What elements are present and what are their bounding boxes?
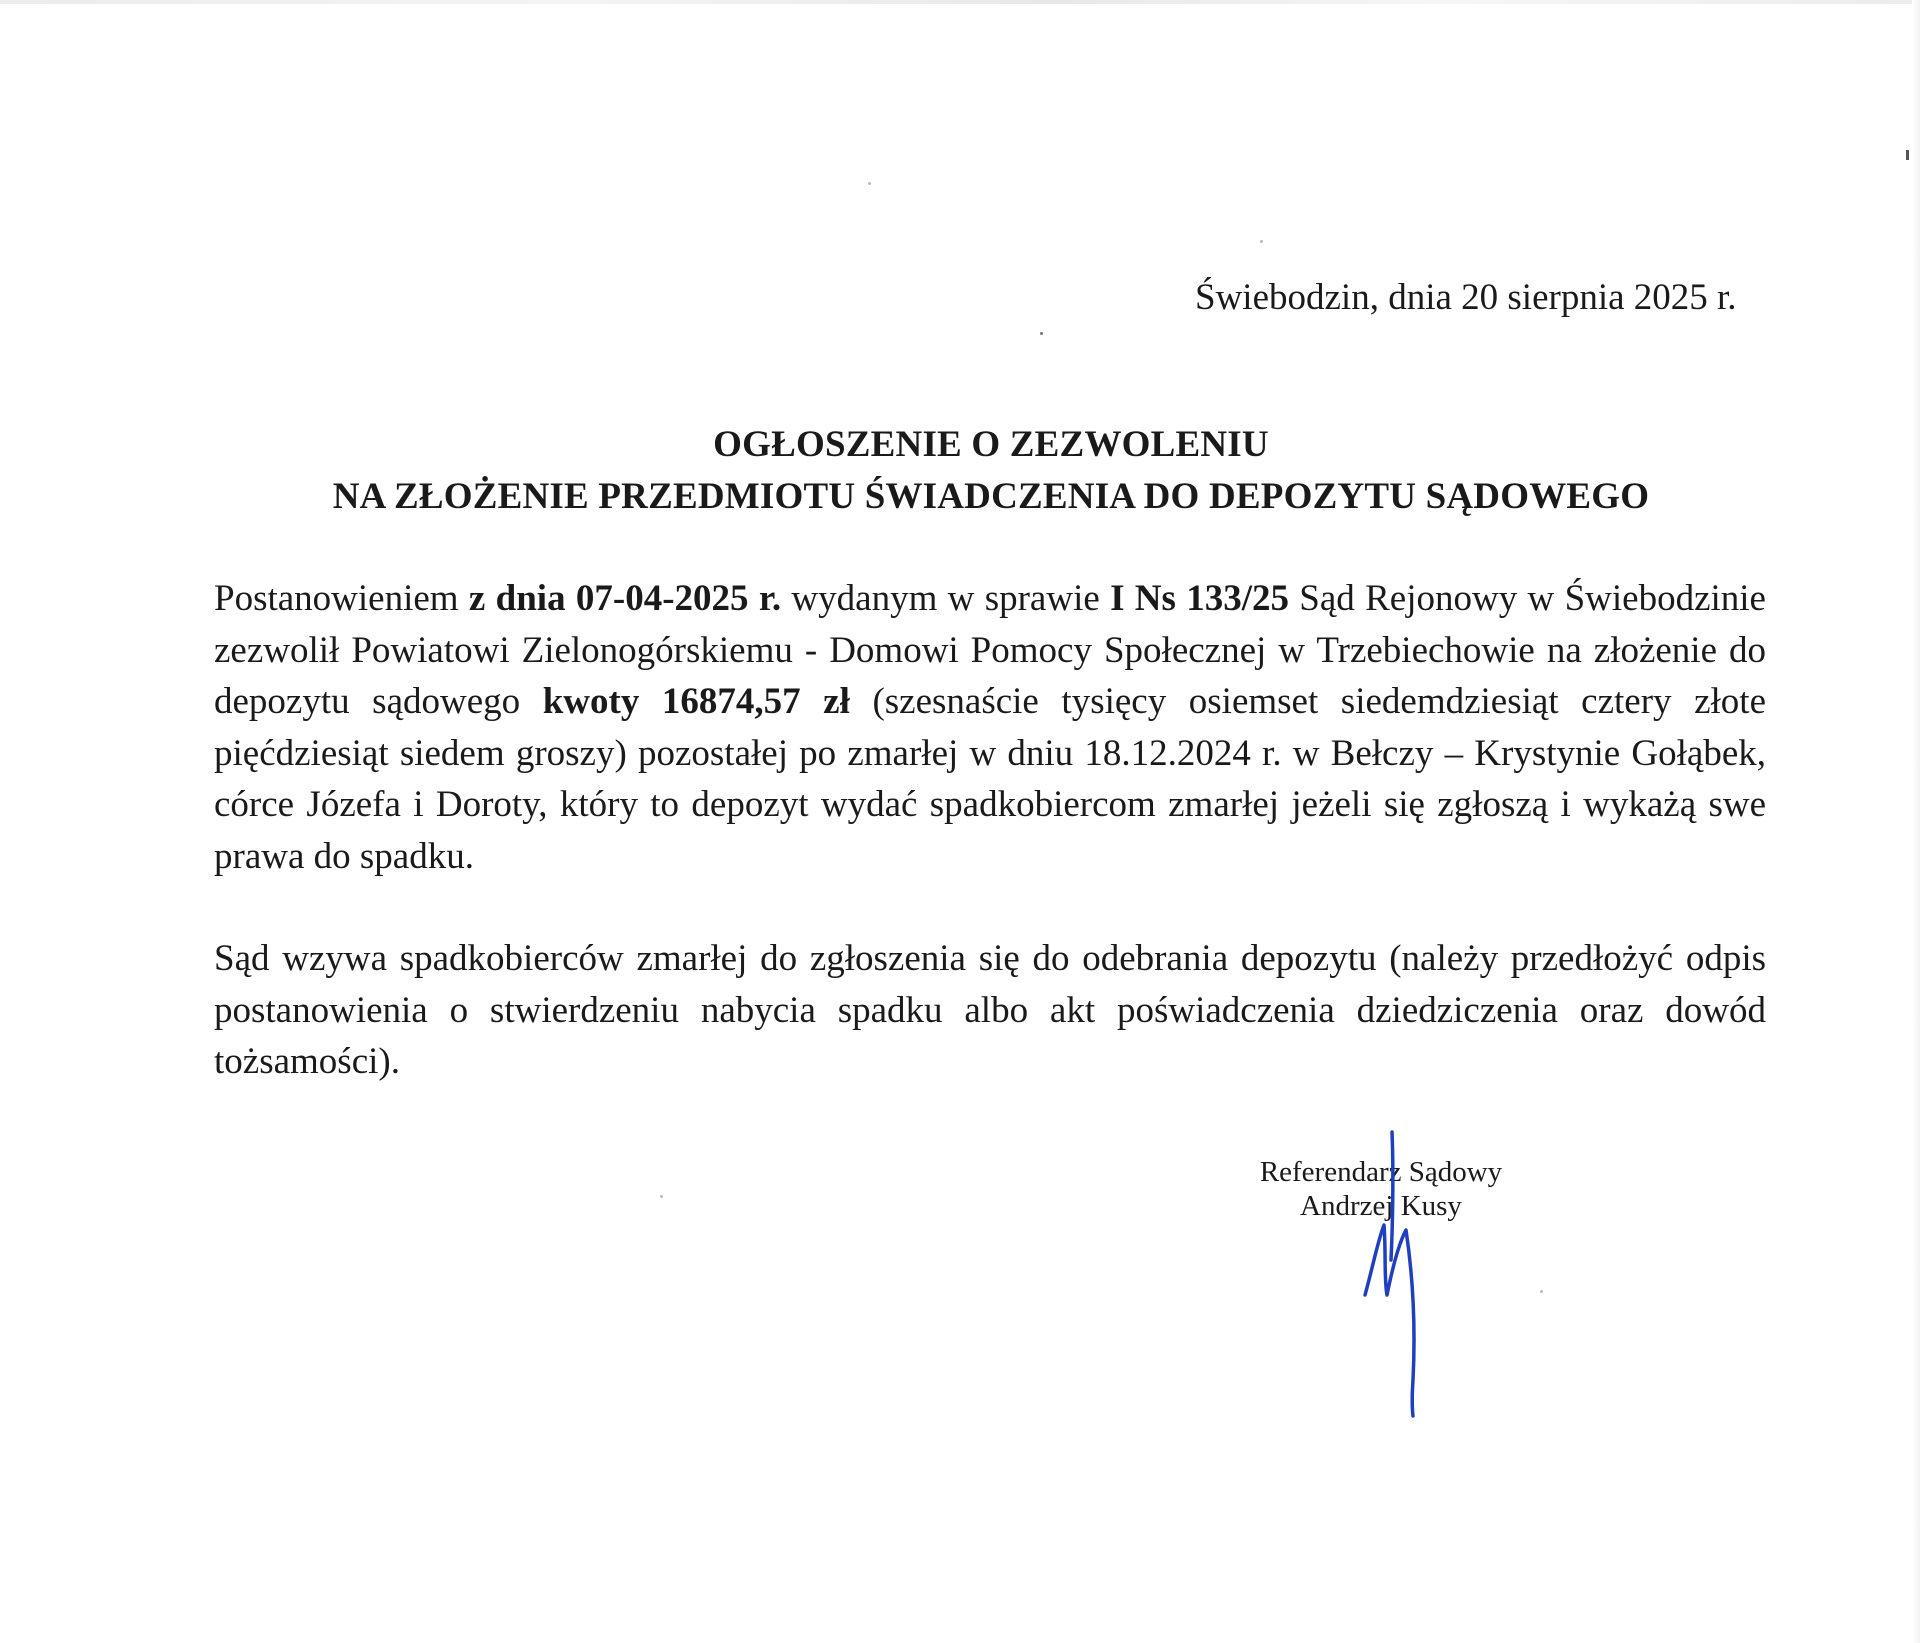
summons-paragraph: Sąd wzywa spadkobierców zmarłej do zgłoszenia się do odebrania depozytu (należy przedłożyć odpis postanowienia o stwierdzeniu nabycia spadku albo akt poświadczenia dziedziczenia oraz dowód tożsamości).	[214, 938, 1766, 1082]
scan-edge-mark	[1906, 150, 1909, 160]
scan-speck	[1040, 332, 1043, 335]
signatory-name: Andrzej Kusy	[1300, 1190, 1462, 1222]
document-title-line-1: OGŁOSZENIE O ZEZWOLENIU	[713, 424, 1269, 465]
document-title-line-2: NA ZŁOŻENIE PRZEDMIOTU ŚWIADCZENIA DO DEPOZYTU SĄDOWEGO	[332, 476, 1650, 517]
decision-paragraph	[214, 573, 1766, 882]
decision-text-4: (szesnaście tysięcy osiemset siedemdziesiąt cztery złote pięćdziesiąt siedem groszy) pozostałej po zmarłej w dniu 18.12.2024 r. w Bełczy – Krystynie Gołąbek, córce Józefa i Doroty, który to depozyt wydać spadkobiercom zmarłej jeżeli się zgłoszą i wykażą swe prawa do spadku.	[214, 681, 1766, 877]
decision-text-1: Postanowieniem	[214, 578, 469, 619]
scan-top-edge	[0, 0, 1920, 4]
place-and-date: Świebodzin, dnia 20 sierpnia 2025 r.	[1195, 277, 1737, 318]
scan-speck	[868, 182, 871, 185]
scan-speck	[660, 1195, 663, 1198]
signatory-role: Referendarz Sądowy	[1259, 1156, 1503, 1188]
decision-date: z dnia 07-04-2025 r.	[468, 578, 782, 619]
scan-speck	[1540, 1290, 1543, 1293]
scan-speck	[1260, 240, 1263, 243]
decision-text-3: Sąd Rejonowy w Świebodzinie zezwolił Powiatowi Zielonogórskiemu - Domowi Pomocy Społecznej w Trzebiechowie na złożenie do depozytu sądowego	[214, 578, 1766, 722]
deposit-amount: kwoty 16874,57 zł	[542, 681, 850, 722]
handwritten-signature	[1340, 1120, 1440, 1420]
decision-text-2: wydanym w sprawie	[781, 578, 1111, 619]
case-number: I Ns 133/25	[1110, 578, 1289, 619]
scan-right-edge	[1912, 0, 1920, 1643]
